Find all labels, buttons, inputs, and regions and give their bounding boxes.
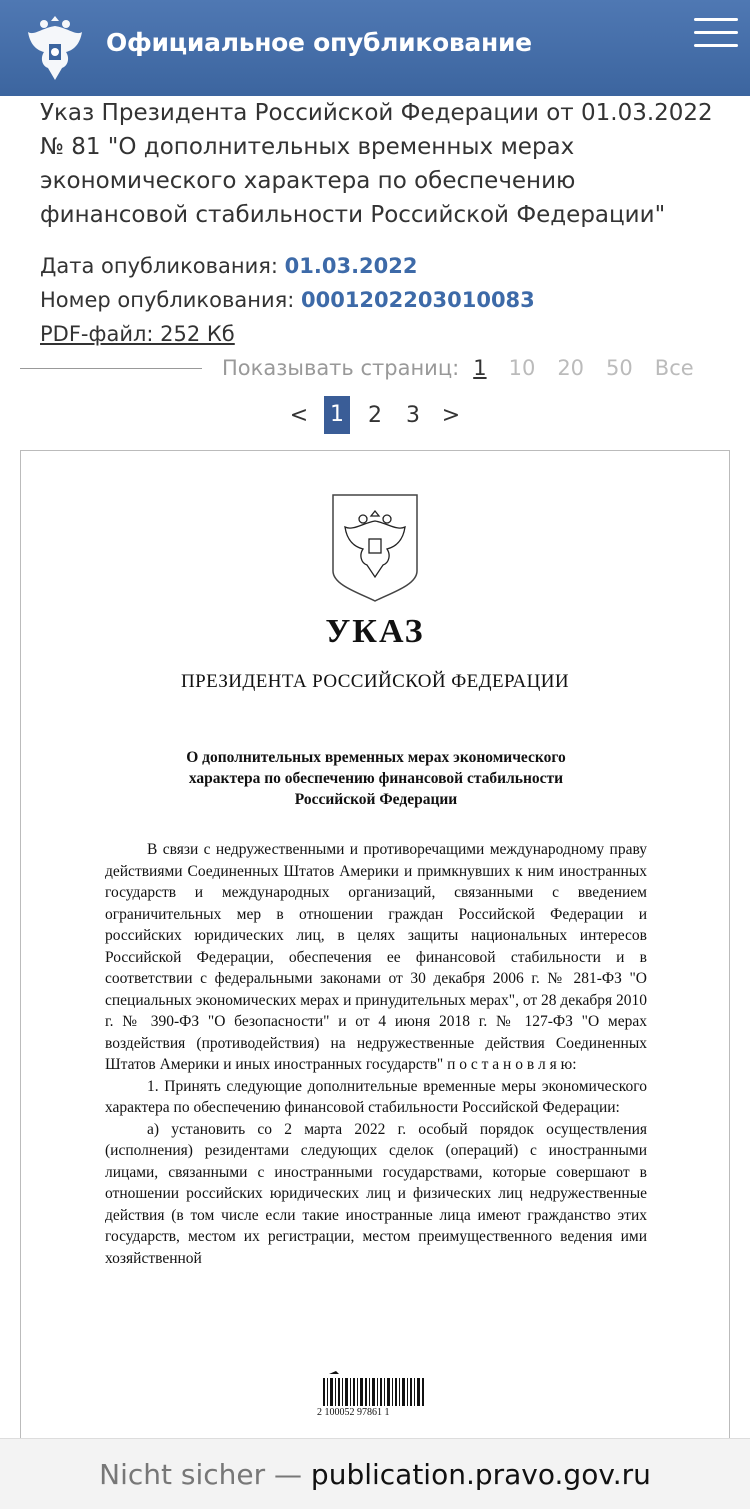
site-header xyxy=(0,0,750,96)
pages-option-1[interactable]: 1 xyxy=(473,356,487,380)
page-button-1[interactable]: 1 xyxy=(324,396,350,434)
number-value: 0001202203010083 xyxy=(300,288,535,312)
pages-per-view-label: Показывать страниц: xyxy=(222,356,460,380)
url-host: publication.pravo.gov.ru xyxy=(310,1457,651,1491)
publication-number xyxy=(40,288,535,312)
publication-date xyxy=(40,254,418,278)
decree-body xyxy=(105,839,647,1269)
prev-page-button[interactable]: < xyxy=(289,402,309,428)
number-label: Номер опубликования: xyxy=(40,288,295,312)
page-button-3[interactable]: 3 xyxy=(406,402,420,428)
page-button-2[interactable]: 2 xyxy=(368,402,382,428)
pages-option-20[interactable]: 20 xyxy=(557,356,585,380)
pagination xyxy=(0,396,750,434)
pdf-link[interactable]: PDF-файл: 252 Кб xyxy=(40,322,235,346)
coat-of-arms-emblem-icon xyxy=(331,493,419,603)
document-page-viewer[interactable] xyxy=(20,450,730,1450)
decree-heading: УКАЗ xyxy=(325,613,425,650)
russian-coat-of-arms-icon[interactable] xyxy=(22,10,88,84)
browser-address-bar[interactable] xyxy=(0,1438,750,1509)
date-value: 01.03.2022 xyxy=(284,254,418,278)
site-title: Официальное опубликование xyxy=(106,28,532,57)
menu-icon[interactable] xyxy=(694,18,742,54)
divider xyxy=(20,368,202,369)
pages-per-view xyxy=(222,356,716,380)
decree-subject: О дополнительных временных мерах экономического характера по обеспечению финансовой стабильности Российской Федерации xyxy=(186,749,566,808)
barcode-number: 2 100052 97861 1 xyxy=(317,1407,390,1418)
date-label: Дата опубликования: xyxy=(40,254,278,278)
decree-subheading: ПРЕЗИДЕНТА РОССИЙСКОЙ ФЕДЕРАЦИИ xyxy=(181,671,569,692)
pages-option-10[interactable]: 10 xyxy=(508,356,536,380)
decree-paragraph: а) установить со 2 марта 2022 г. особый порядок осуществления (исполнения) резидентами следующих сделок (операций) с иностранными лицами, связанными с иностранными государствами, которые совершают в отношении российских юридических лиц и физических лиц недружественные действия (в том числе если такие иностранные лица имеют гражданство этих государств, местом их регистрации, местом преимущественного ведения ими хозяйственной xyxy=(105,1120,647,1267)
next-page-button[interactable]: > xyxy=(441,402,461,428)
decree-paragraph: 1. Принять следующие дополнительные временные меры экономического характера по обеспечению финансовой стабильности Российской Федерации: xyxy=(105,1077,647,1116)
document-title: Указ Президента Российской Федерации от 01.03.2022 № 81 "О дополнительных временных мерах экономического характера по обеспечению финансовой стабильности Российской Федерации" xyxy=(40,100,713,228)
document-scan xyxy=(21,451,729,1449)
insecure-warning: Nicht sicher — xyxy=(99,1457,303,1491)
pages-option-all[interactable]: Все xyxy=(654,356,694,380)
pages-option-50[interactable]: 50 xyxy=(606,356,633,380)
decree-paragraph: В связи с недружественными и противоречащими международному праву действиями Соединенных Штатов Америки и примкнувших к ним иностранных государств и международных организаций, связанными с введением ограничительных мер в отношении граждан Российской Федерации и российских юридических лиц, в целях защиты национальных интересов Российской Федерации, обеспечения ее финансовой стабильности и в соответствии с федеральными законами от 30 декабря 2006 г. № 281-ФЗ "О специальных экономических мерах и принудительных мерах", от 28 декабря 2010 г. № 390-ФЗ "О безопасности" и от 4 июня 2018 г. № 127-ФЗ "О мерах воздействия (противодействия) на недружественные действия Соединенных Штатов Америки и иных иностранных государств" п о с т а н о в л я ю: xyxy=(105,841,647,1073)
